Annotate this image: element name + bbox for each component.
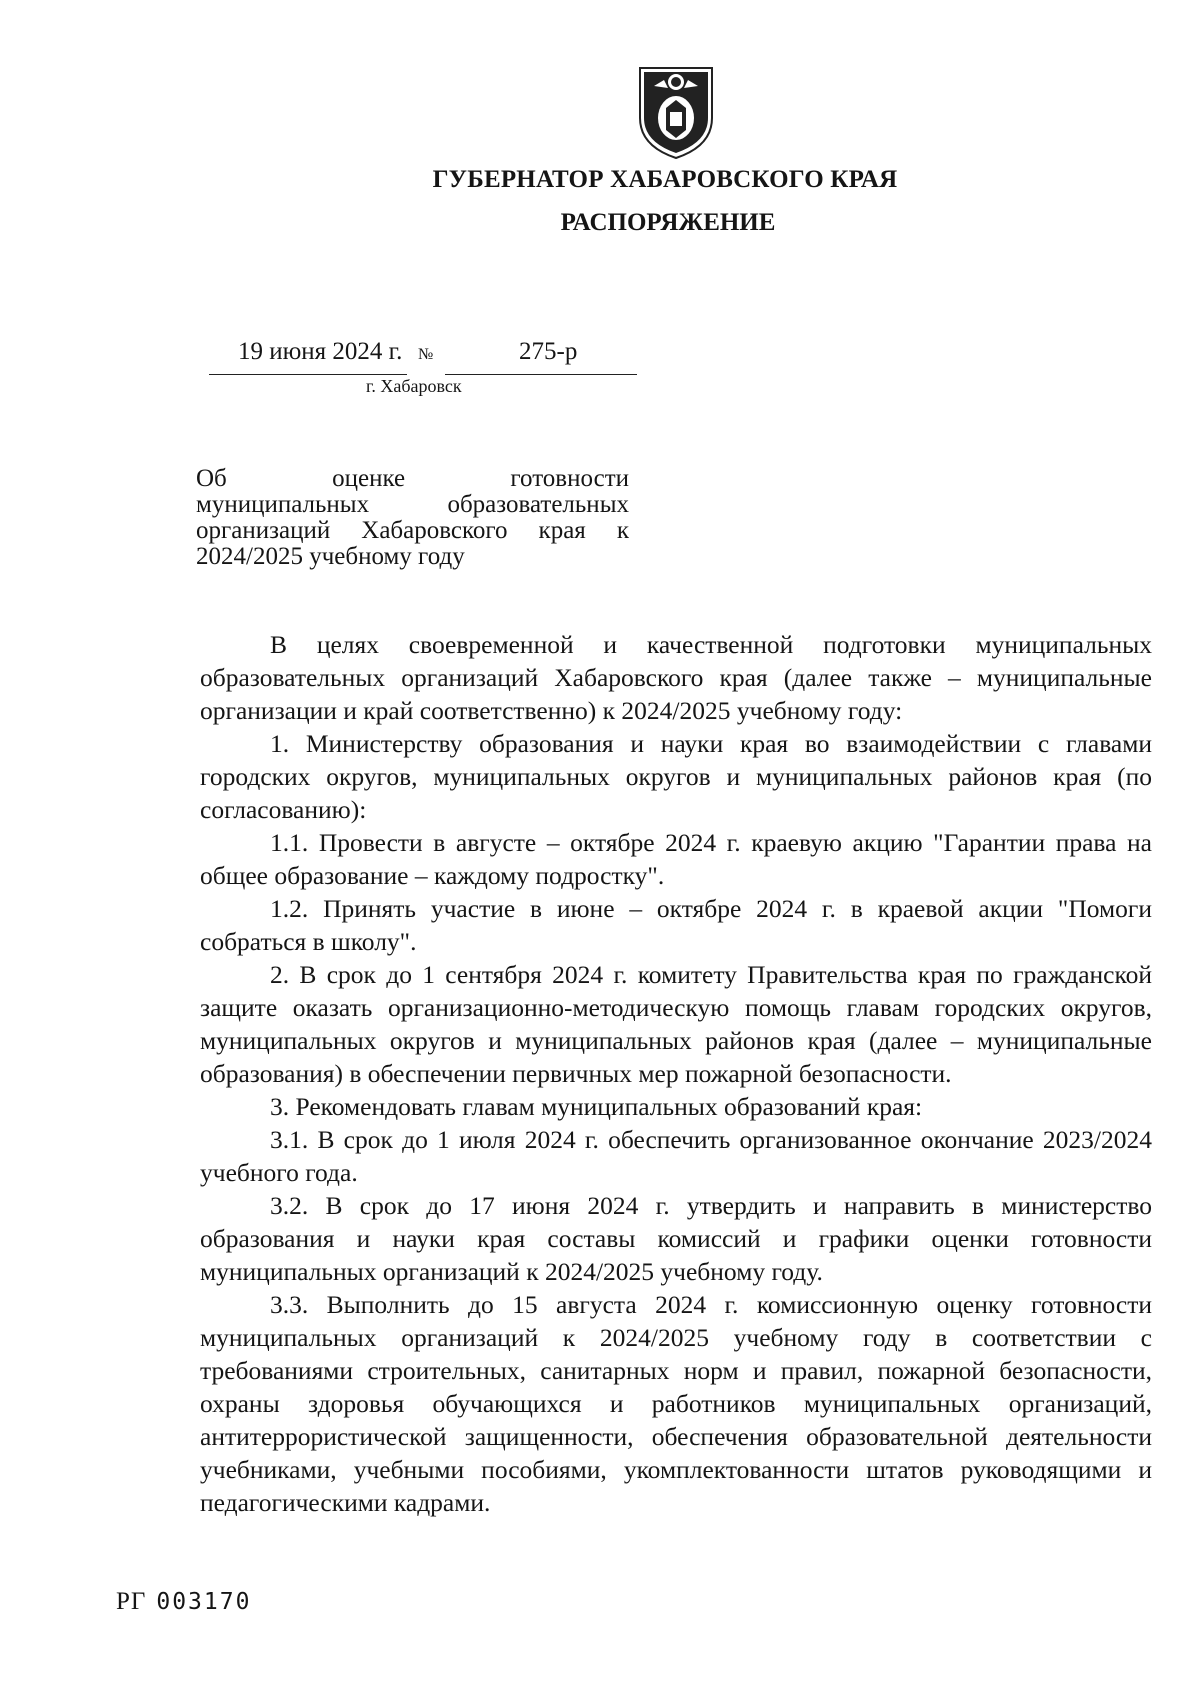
document-number: 275-р [519,338,578,365]
clause-3: 3. Рекомендовать главам муниципальных образований края: [270,1092,923,1121]
clause-2: 2. В срок до 1 сентября 2024 г. комитету Правительства края по гражданской защите оказать организационно-методическую помощь главам городских округов, муниципальных округов и муниципальных районов края (далее – муниципальные образования) в обеспечении первичных мер пожарной безопасности. [200,960,1152,1088]
document-type: РАСПОРЯЖЕНИЕ [560,209,776,236]
coat-of-arms-icon [634,60,718,160]
document-subject [196,466,629,570]
form-serial-number: 003170 [156,1589,252,1615]
clause-3-3: 3.3. Выполнить до 15 августа 2024 г. комиссионную оценку готовности муниципальных организаций к 2024/2025 учебному году в соответствии с требованиями строительных, санитарных норм и правил, пожарной безопасности, охраны здоровья обучающихся и работников муниципальных организаций, антитеррористической защищенности, обеспечения образовательной деятельности учебниками, учебными пособиями, укомплектованности штатов руководящими и педагогическими кадрами. [200,1290,1152,1517]
date-underline [209,374,407,375]
clause-1-2: 1.2. Принять участие в июне – октябре 2024 г. в краевой акции "Помоги собраться в школу". [200,894,1152,956]
subject-line: муниципальных образовательных [196,491,629,518]
clause-1-1: 1.1. Провести в августе – октябре 2024 г. краевую акцию "Гарантии права на общее образование – каждому подростку". [200,828,1152,890]
subject-line: 2024/2025 учебному году [196,543,465,570]
form-series: РГ [116,1588,147,1615]
subject-line: Об оценке готовности [196,465,629,492]
number-underline [445,374,637,375]
clause-3-1: 3.1. В срок до 1 июля 2024 г. обеспечить организованное окончание 2023/2024 учебного года. [200,1125,1152,1187]
clause-1: 1. Министерству образования и науки края во взаимодействии с главами городских округов, муниципальных округов и муниципальных районов края (по согласованию): [200,729,1152,824]
clause-3-2: 3.2. В срок до 17 июня 2024 г. утвердить и направить в министерство образования и науки края составы комиссий и графики оценки готовности муниципальных организаций к 2024/2025 учебному году. [200,1191,1152,1286]
preamble-paragraph: В целях своевременной и качественной подготовки муниципальных образовательных организаций Хабаровского края (далее также – муниципальные организации и край соответственно) к 2024/2025 учебному году: [200,630,1152,725]
document-date: 19 июня 2024 г. [238,338,403,365]
subject-line: организаций Хабаровского края к [196,517,629,544]
document-city: г. Хабаровск [366,376,462,396]
document-body [200,628,1152,1519]
form-serial [116,1588,251,1616]
number-sign: № [418,346,434,363]
issuer-title: ГУБЕРНАТОР ХАБАРОВСКОГО КРАЯ [432,166,898,193]
